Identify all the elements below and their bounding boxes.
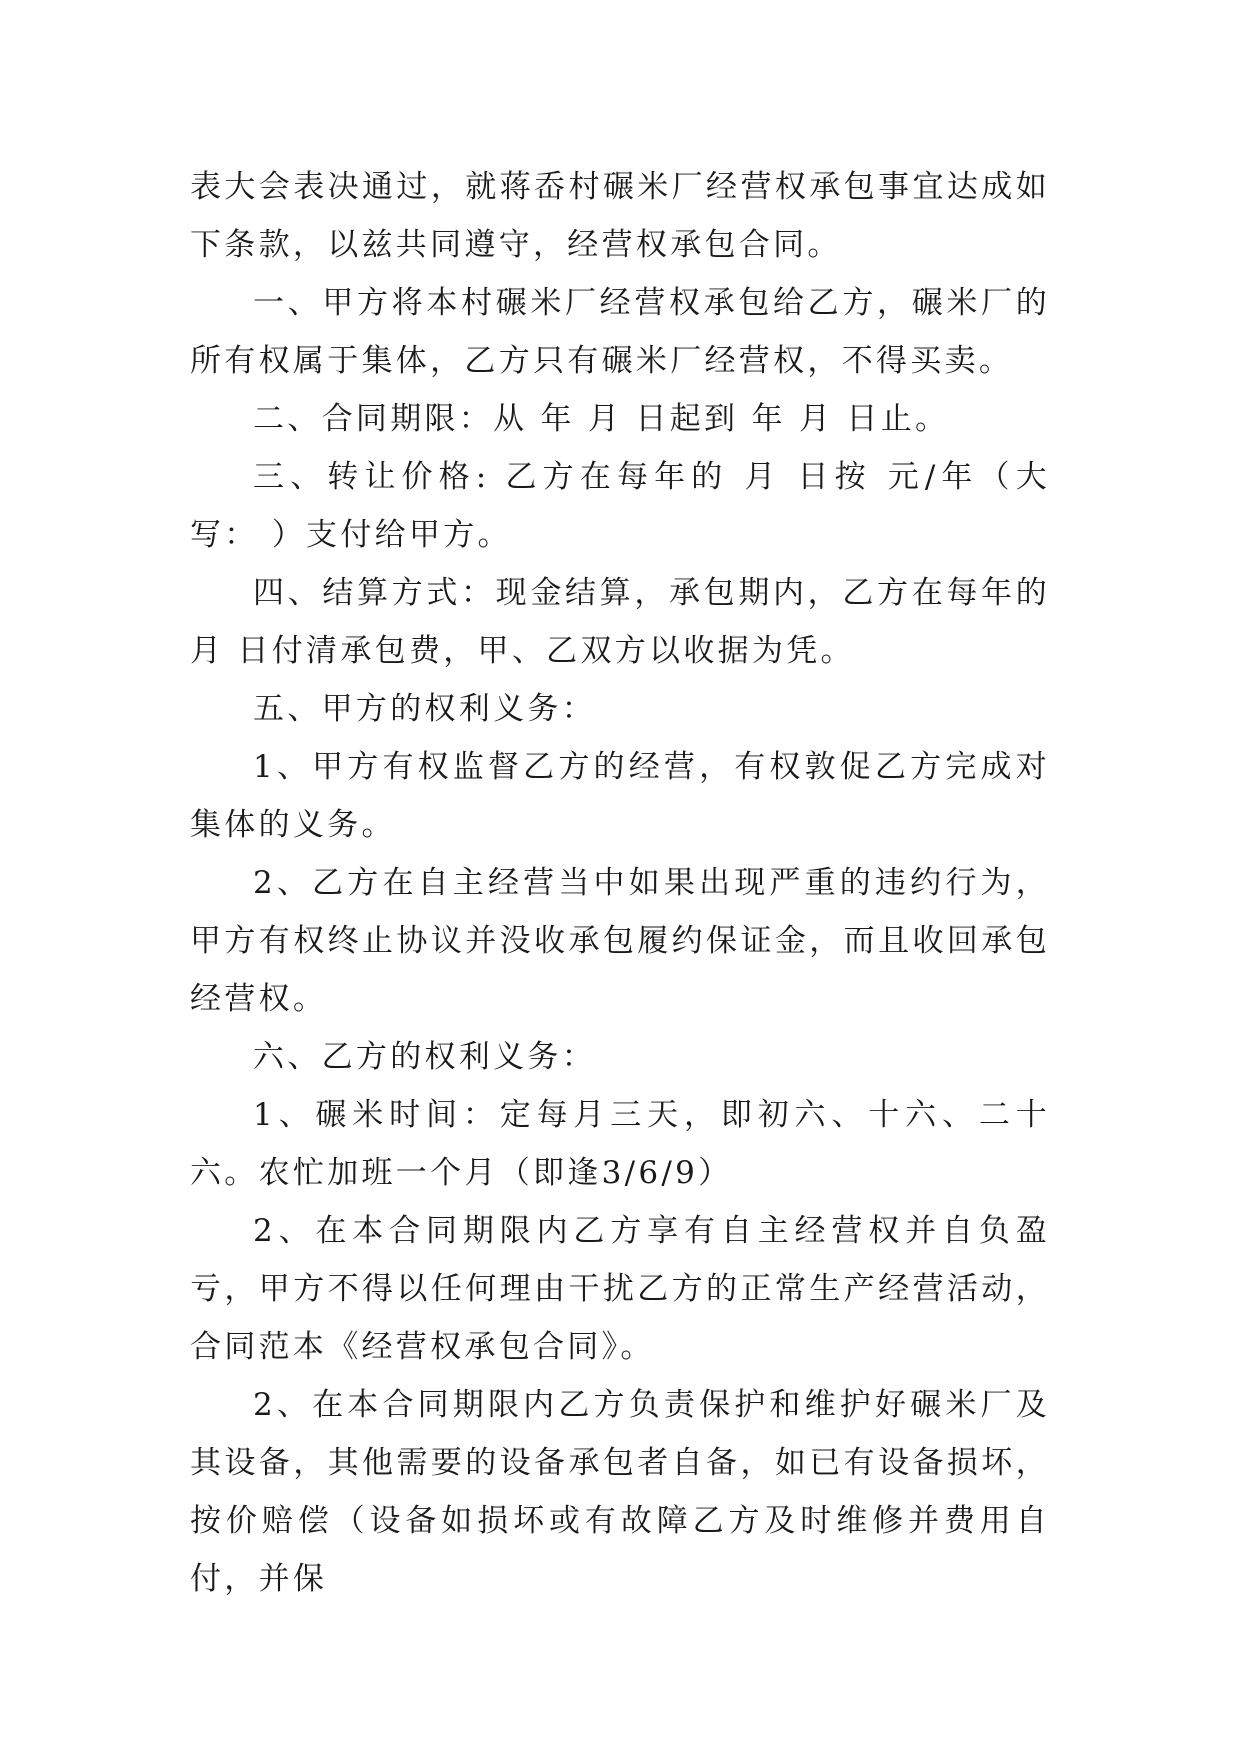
- paragraph-clause-2-term: 二、合同期限：从 年 月 日起到 年 月 日止。: [253, 401, 950, 437]
- paragraph-clause-3-price: 三、转让价格: 乙方在每年的 月 日按 元/年（大写： ）支付给甲方。: [190, 459, 1050, 553]
- paragraph-clause-6-item-2: 2、在本合同期限内乙方享有自主经营权并自负盈亏，甲方不得以任何理由干扰乙方的正常生产经营活动，合同范本《经营权承包合同》。: [190, 1213, 1050, 1365]
- paragraph-clause-1: 一、甲方将本村碾米厂经营权承包给乙方，碾米厂的所有权属于集体，乙方只有碾米厂经营权，不得买卖。: [190, 285, 1050, 379]
- paragraph-clause-6-item-2b: 2、在本合同期限内乙方负责保护和维护好碾米厂及其设备，其他需要的设备承包者自备，如已有设备损坏，按价赔偿（设备如损坏或有故障乙方及时维修并费用自付，并保: [190, 1387, 1050, 1597]
- paragraph-intro-continued: 表大会表决通过，就蒋岙村碾米厂经营权承包事宜达成如下条款，以兹共同遵守，经营权承包合同。: [190, 169, 1050, 263]
- document-body: [190, 158, 1050, 1608]
- paragraph-clause-6-item-1: 1、碾米时间：定每月三天，即初六、十六、二十六。农忙加班一个月（即逢3/6/9）: [190, 1097, 1050, 1191]
- paragraph-clause-4-settlement: 四、结算方式：现金结算，承包期内，乙方在每年的月 日付清承包费，甲、乙双方以收据为凭。: [190, 575, 1050, 669]
- paragraph-clause-5-item-1: 1、甲方有权监督乙方的经营，有权敦促乙方完成对集体的义务。: [190, 749, 1050, 843]
- paragraph-clause-5-heading: 五、甲方的权利义务：: [253, 691, 596, 727]
- paragraph-clause-5-item-2: 2、乙方在自主经营当中如果出现严重的违约行为，甲方有权终止协议并没收承包履约保证金，而且收回承包经营权。: [190, 865, 1050, 1017]
- paragraph-clause-6-heading: 六、乙方的权利义务：: [253, 1039, 596, 1075]
